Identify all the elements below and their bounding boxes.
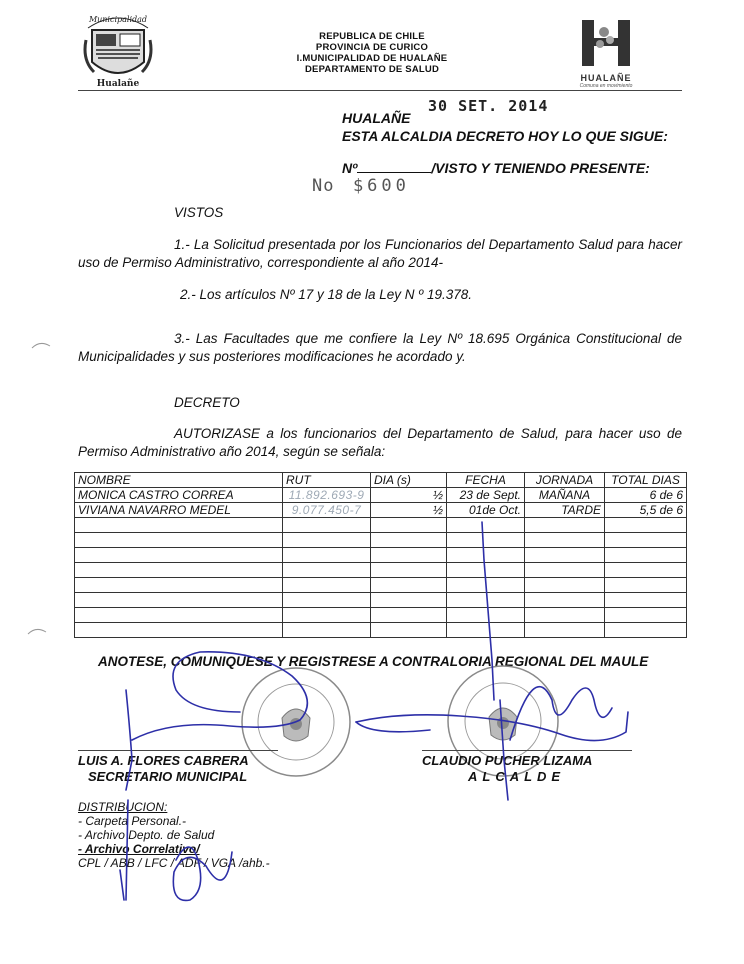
header-line-country: REPUBLICA DE CHILE bbox=[319, 31, 425, 42]
hualane-logo-name: HUALAÑE bbox=[580, 73, 632, 83]
table-row-empty bbox=[75, 563, 687, 578]
table-row bbox=[75, 503, 687, 518]
header-divider bbox=[78, 90, 682, 91]
svg-text:Municipalidad: Municipalidad bbox=[88, 15, 148, 24]
number-blank bbox=[357, 160, 431, 173]
table-row-empty bbox=[75, 548, 687, 563]
hualane-logo-tagline: Comuna en movimiento bbox=[579, 83, 633, 89]
header-line-province: PROVINCIA DE CURICO bbox=[315, 42, 429, 53]
table-header-cell: DIA (s) bbox=[371, 473, 447, 488]
distribution-item: - Archivo Correlativo/ bbox=[78, 842, 200, 856]
table-row-empty bbox=[75, 608, 687, 623]
decreto-text: AUTORIZASE a los funcionarios del Departamento de Salud, para hacer uso de Permiso Administrativo año 2014, según se señala: bbox=[78, 426, 682, 459]
city-label: HUALAÑE bbox=[342, 110, 411, 126]
table-cell-total: 6 de 6 bbox=[605, 488, 687, 503]
table-cell-rut: 11.892.693-9 bbox=[283, 488, 371, 503]
svg-text:Hualañe: Hualañe bbox=[96, 79, 140, 89]
table-row-empty bbox=[75, 578, 687, 593]
table-header-cell: TOTAL DIAS bbox=[605, 473, 687, 488]
header-line-department: DEPARTAMENTO DE SALUD bbox=[304, 64, 440, 75]
table-cell-days: ½ bbox=[371, 488, 447, 503]
table-row-empty bbox=[75, 533, 687, 548]
municipal-crest-logo bbox=[82, 10, 154, 90]
distribution-initials: CPL / ABB / LFC / ADF / VGA /ahb.- bbox=[78, 856, 270, 870]
table-row bbox=[75, 488, 687, 503]
right-signature-block bbox=[422, 750, 632, 785]
table-cell-shift: TARDE bbox=[525, 503, 605, 518]
distribution-heading: DISTRIBUCION: bbox=[78, 800, 168, 814]
decree-line: ESTA ALCALDIA DECRETO HOY LO QUE SIGUE: bbox=[342, 128, 668, 144]
scan-mark-top bbox=[30, 338, 54, 354]
left-signature-block bbox=[78, 750, 278, 785]
table-header-cell: FECHA bbox=[447, 473, 525, 488]
table-cell-total: 5,5 de 6 bbox=[605, 503, 687, 518]
table-cell-name: MONICA CASTRO CORREA bbox=[75, 488, 283, 503]
table-cell-date: 23 de Sept. bbox=[447, 488, 525, 503]
number-suffix: /VISTO Y TENIENDO PRESENTE: bbox=[431, 160, 650, 176]
vistos-item-1: 1.- La Solicitud presentada por los Funcionarios del Departamento Salud para hacer uso de Permiso Administrativo, correspondiente al año 2014- bbox=[78, 237, 682, 270]
header-block bbox=[230, 31, 514, 75]
vistos-item-3: 3.- Las Facultades que me confiere la Ley Nº 18.695 Orgánica Constitucional de Municipalidades y sus posteriores modificaciones he acordado y. bbox=[78, 331, 682, 364]
permits-table bbox=[74, 472, 687, 638]
number-stamp-value: $600 bbox=[352, 176, 410, 196]
right-signer-name: CLAUDIO PUCHER LIZAMA bbox=[422, 750, 632, 769]
distribution-item: - Carpeta Personal.- bbox=[78, 814, 187, 828]
number-line bbox=[342, 160, 650, 176]
table-header-row bbox=[75, 473, 687, 488]
header-line-municipality: I.MUNICIPALIDAD DE HUALAÑE bbox=[296, 53, 448, 64]
left-signer-name: LUIS A. FLORES CABRERA bbox=[78, 750, 278, 769]
decreto-heading: DECRETO bbox=[174, 395, 240, 410]
date-stamp: 30 SET. 2014 bbox=[428, 97, 549, 115]
left-signer-title: SECRETARIO MUNICIPAL bbox=[88, 769, 248, 784]
hualane-logo bbox=[574, 18, 638, 92]
vistos-item-2: 2.- Los artículos Nº 17 y 18 de la Ley N º 19.378. bbox=[180, 287, 473, 302]
table-row-empty bbox=[75, 518, 687, 533]
vistos-heading: VISTOS bbox=[174, 205, 224, 220]
scan-mark-bottom bbox=[26, 624, 50, 640]
right-signer-title: ALCALDE bbox=[468, 769, 566, 784]
distribution-item: - Archivo Depto. de Salud bbox=[78, 828, 215, 842]
table-cell-date: 01de Oct. bbox=[447, 503, 525, 518]
table-row-empty bbox=[75, 623, 687, 638]
table-cell-days: ½ bbox=[371, 503, 447, 518]
number-prefix: Nº bbox=[342, 160, 358, 176]
table-cell-name: VIVIANA NAVARRO MEDEL bbox=[75, 503, 283, 518]
table-row-empty bbox=[75, 593, 687, 608]
number-stamp-prefix: No bbox=[312, 176, 335, 196]
distribution-block bbox=[78, 800, 338, 870]
table-cell-rut: 9.077.450-7 bbox=[283, 503, 371, 518]
table-header-cell: JORNADA bbox=[525, 473, 605, 488]
closing-line: ANOTESE, COMUNIQUESE Y REGISTRESE A CONTRALORIA REGIONAL DEL MAULE bbox=[98, 654, 649, 669]
table-header-cell: RUT bbox=[283, 473, 371, 488]
table-header-cell: NOMBRE bbox=[75, 473, 283, 488]
table-cell-shift: MAÑANA bbox=[525, 488, 605, 503]
number-stamp bbox=[312, 176, 410, 196]
